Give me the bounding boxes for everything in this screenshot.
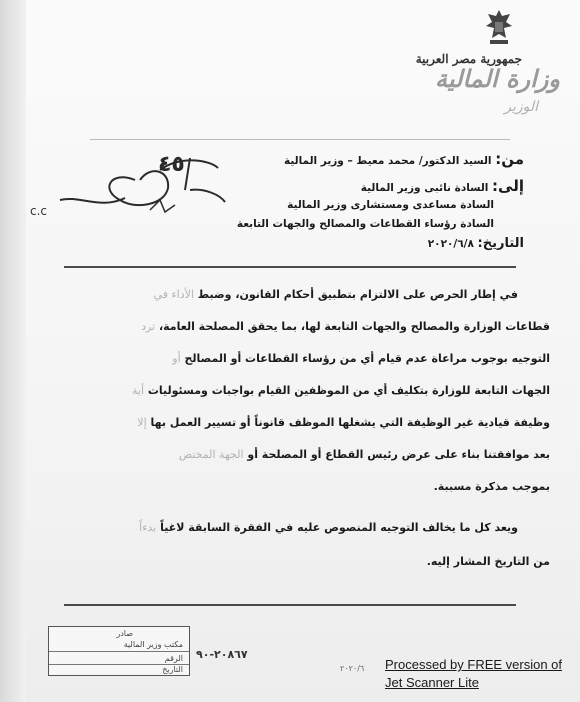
stamp-divider — [49, 651, 189, 652]
body-line — [434, 480, 550, 493]
body-line-text: بموجب مذكرة مسببة. — [433, 480, 550, 493]
body-line — [179, 448, 550, 461]
body-line-text: بعد موافقتنا بناء على عرض رئيس القطاع أو المصلحة أو — [243, 448, 550, 461]
from-label: من: — [495, 150, 524, 168]
body-line — [154, 288, 518, 301]
from-row — [284, 150, 524, 168]
watermark-line-1: Processed by FREE version of — [385, 657, 563, 672]
handwritten-number: ٤٥ — [158, 152, 185, 177]
stamp-line-1: صادر — [116, 629, 133, 638]
closing-line — [427, 555, 550, 568]
body-line-text: وظيفة قيادية غير الوظيفة التي يشغلها الموظف قانوناً أو تسيير العمل بها — [146, 416, 550, 429]
closing-line-faded: بدءاً — [139, 521, 157, 534]
body-line-text: التوجيه بوجوب مراعاة عدم قيام أي من رؤساء القطاعات أو المصالح — [180, 352, 550, 365]
closing-line — [139, 521, 518, 534]
eagle-emblem-icon — [484, 8, 514, 48]
body-line-text: قطاعات الوزارة والمصالح والجهات التابعة لها، بما يحقق المصلحة العامة، — [155, 320, 550, 333]
to-line-1: السادة نائبى وزير المالية — [360, 182, 489, 194]
scan-shadow — [0, 0, 26, 702]
body-line-faded: ترد — [141, 320, 156, 333]
body-line-faded: الجهة المختص — [178, 448, 244, 461]
date-label: التاريخ: — [477, 236, 524, 251]
body-line-faded: الأداء في — [153, 288, 194, 301]
stamp-line-3: الرقم — [164, 654, 183, 663]
header-rule — [64, 266, 516, 268]
date-value: ٢٠٢٠/٦/٨ — [427, 238, 474, 250]
body-line — [141, 320, 550, 333]
top-faint-rule — [90, 139, 510, 140]
body-line-faded: أية — [132, 384, 145, 397]
body-line — [137, 416, 550, 429]
body-line — [172, 352, 550, 365]
stamp-number: ٢٠٨٦٧-٩٠ — [196, 648, 248, 661]
body-line-text: في إطار الحرص على الالتزام بتطبيق أحكام القانون، وضبط — [193, 288, 518, 301]
outgoing-stamp — [48, 626, 190, 676]
ministry-name: وزارة المالية — [435, 64, 560, 93]
date-row — [428, 236, 524, 251]
body-line-faded: إلا — [137, 416, 147, 429]
closing-line-text: من التاريخ المشار إليه. — [426, 555, 550, 568]
to-label: إلى: — [492, 177, 524, 195]
footer-date: ٢٠٢٠/٦ — [340, 664, 365, 673]
scanner-watermark — [385, 656, 562, 692]
republic-line: جمهورية مصر العربية — [415, 52, 522, 66]
to-line-2: السادة مساعدى ومستشارى وزير المالية — [287, 199, 494, 211]
minister-office: الوزير — [504, 99, 538, 115]
watermark-line-2: Jet Scanner Lite — [385, 675, 479, 690]
from-text: السيد الدكتور/ محمد معيط – وزير المالية — [284, 155, 492, 167]
handwritten-signature-icon — [40, 150, 230, 230]
to-row — [361, 177, 524, 195]
stamp-line-4: التاريخ — [162, 665, 183, 674]
body-line-faded: أو — [172, 352, 181, 365]
closing-line-text: ويعد كل ما يخالف التوجيه المنصوص عليه في الفقرة السابقة لاغياً — [156, 521, 518, 534]
to-line-3: السادة رؤساء القطاعات والمصالح والجهات التابعة — [236, 218, 494, 230]
body-line-text: الجهات التابعة للوزارة بتكليف أي من الموظفين القيام بواجبات ومسئوليات — [144, 384, 550, 397]
stamp-line-2: مكتب وزير المالية — [123, 640, 183, 649]
footer-rule — [64, 604, 516, 606]
handwritten-cc: c.c — [30, 204, 48, 218]
body-line — [132, 384, 550, 397]
